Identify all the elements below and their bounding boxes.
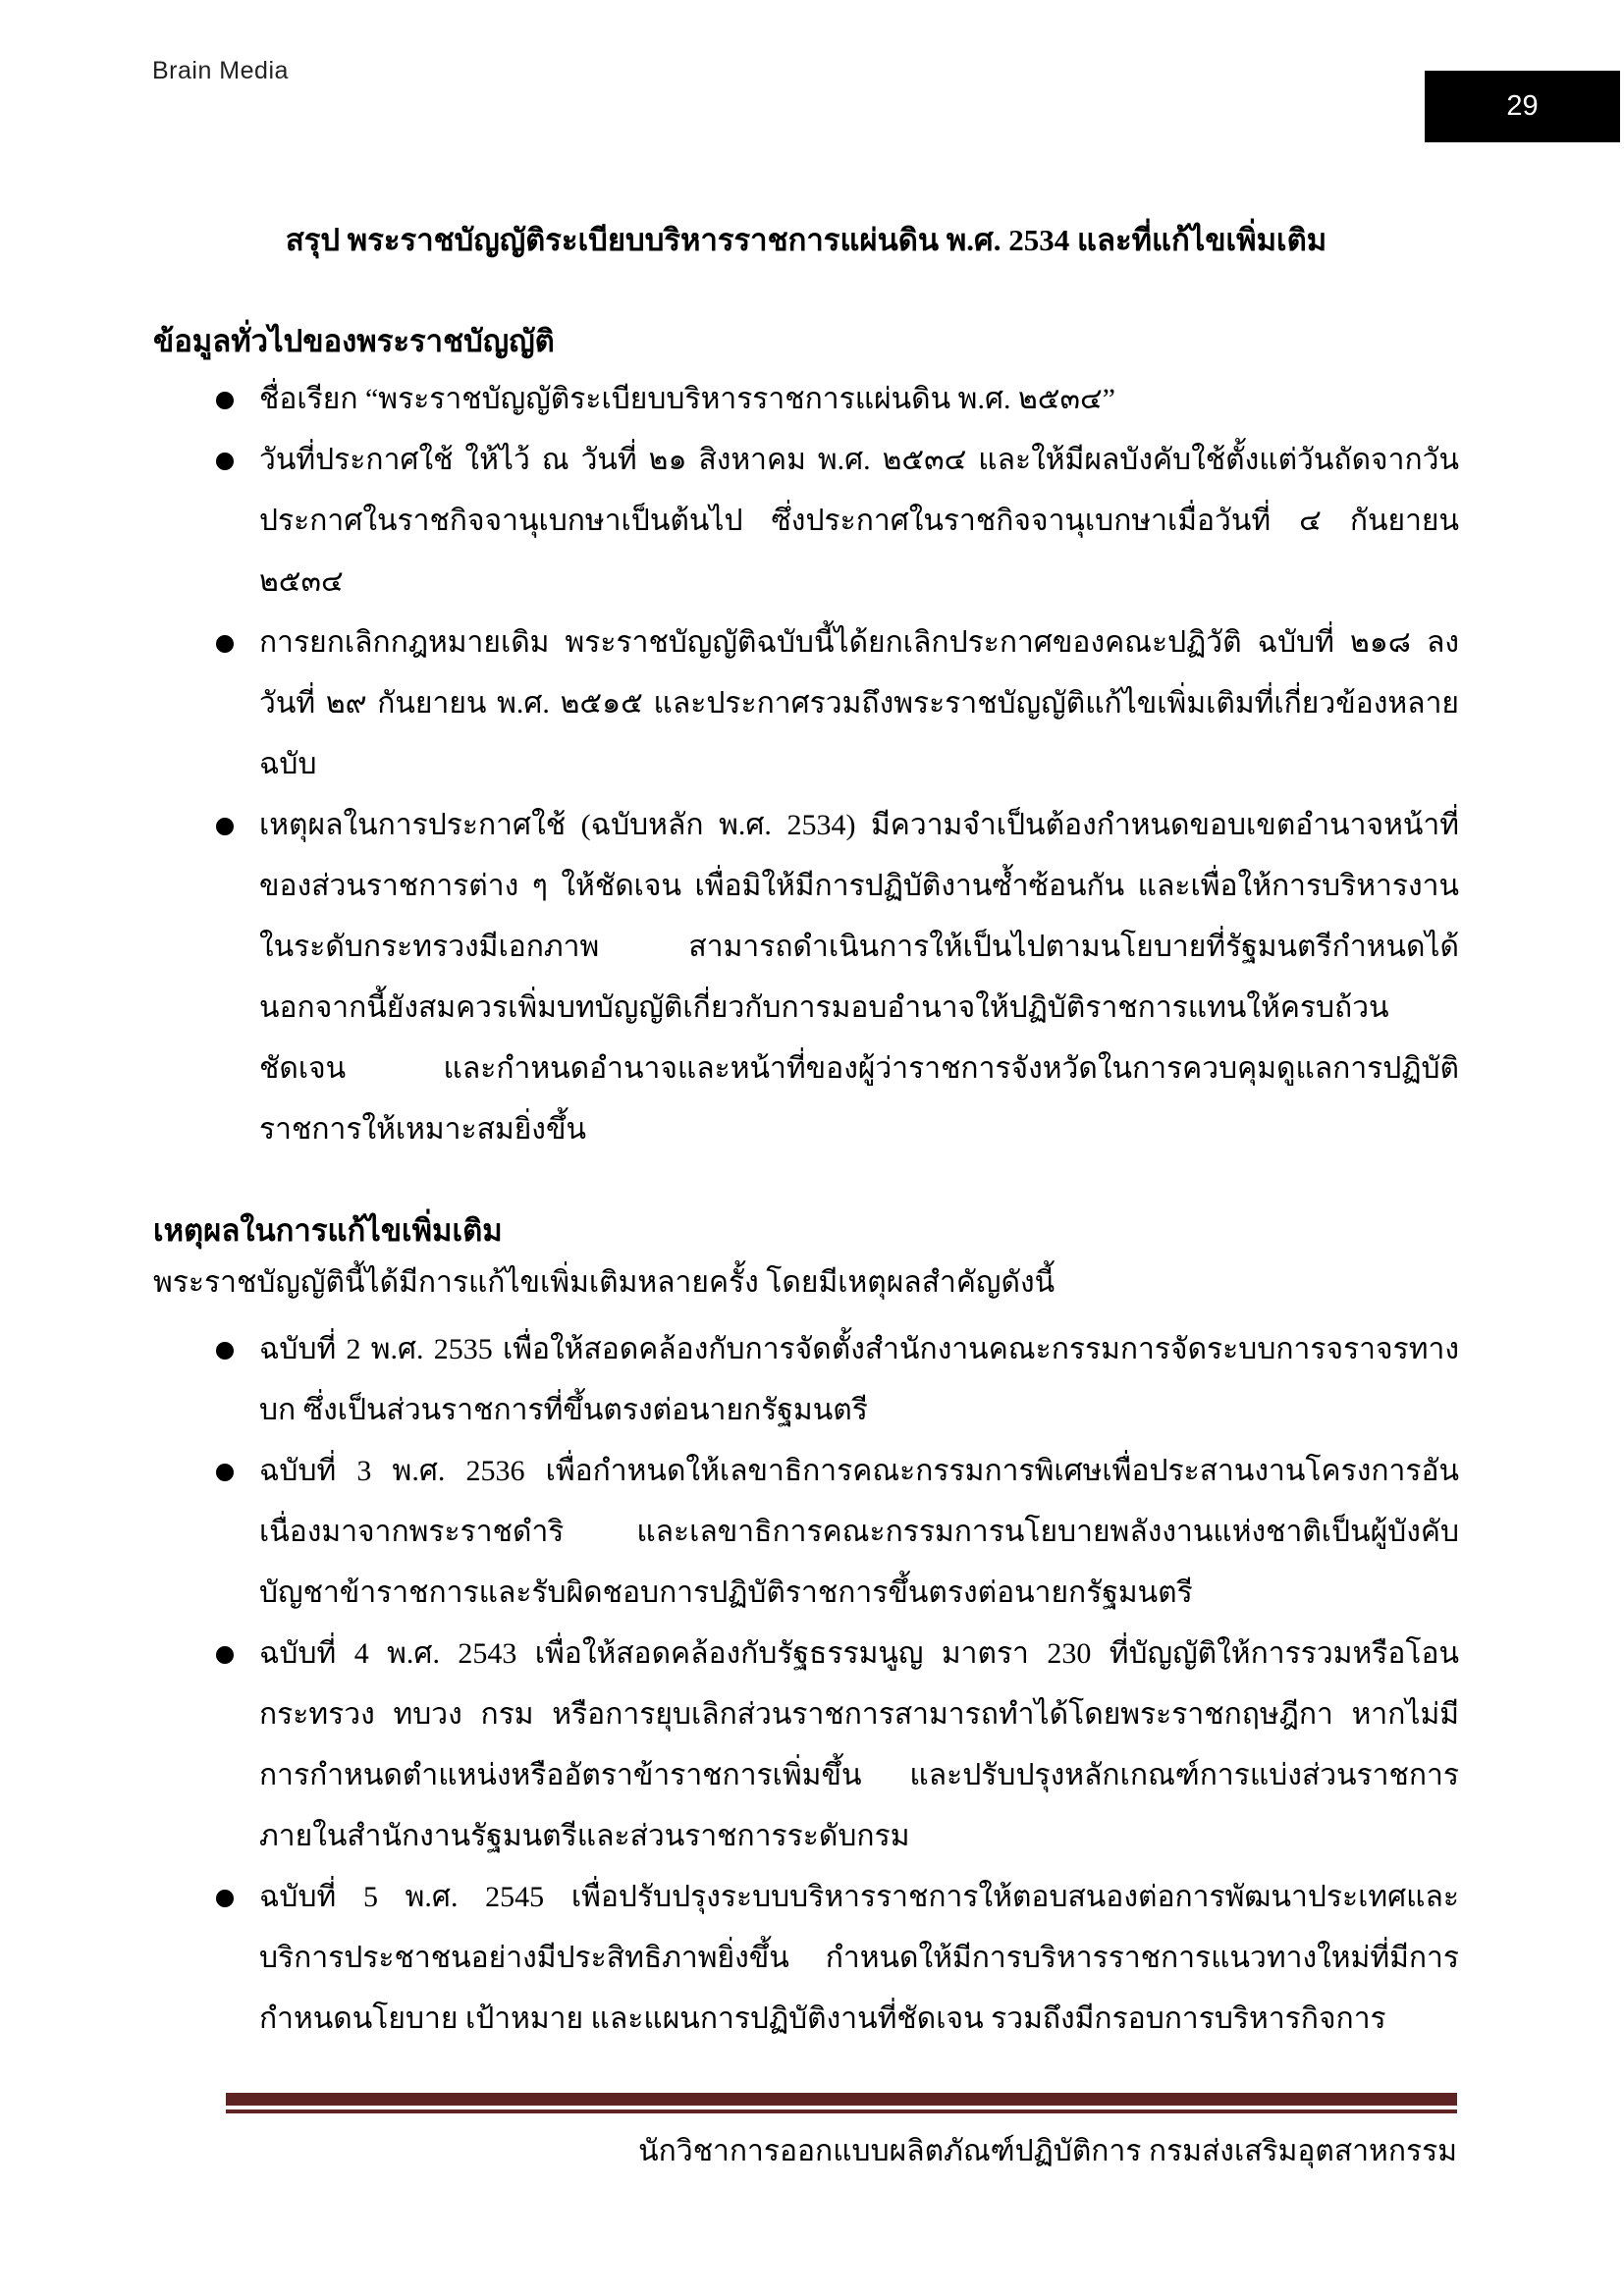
list-item: [153, 1441, 1459, 1624]
bullet-text: ชื่อเรียก “พระราชบัญญัติระเบียบบริหารราชการแผ่นดิน พ.ศ. ๒๕๓๔”: [259, 383, 1115, 415]
footer-divider: [226, 2093, 1457, 2113]
document-body: [153, 218, 1459, 2050]
list-item: [153, 1319, 1459, 1441]
bullet-text: วันที่ประกาศใช้ ให้ไว้ ณ วันที่ ๒๑ สิงหาคม พ.ศ. ๒๕๓๔ และให้มีผลบังคับใช้ตั้งแต่วันถัดจากวันประกาศในราชกิจจานุเบกษาเป็นต้นไป ซึ่งประกาศในราชกิจจานุเบกษาเมื่อวันที่ ๔ กันยายน ๒๕๓๔: [259, 444, 1459, 598]
bullet-text: การยกเลิกกฎหมายเดิม พระราชบัญญัติฉบับนี้ได้ยกเลิกประกาศของคณะปฏิวัติ ฉบับที่ ๒๑๘ ลงวันที่ ๒๙ กันยายน พ.ศ. ๒๕๑๕ และประกาศรวมถึงพระราชบัญญัติแก้ไขเพิ่มเติมที่เกี่ยวข้องหลายฉบับ: [259, 626, 1459, 780]
amendments-intro: พระราชบัญญัตินี้ได้มีการแก้ไขเพิ่มเติมหลายครั้ง โดยมีเหตุผลสำคัญดังนี้: [153, 1266, 1056, 1299]
bullet-icon: [216, 1646, 234, 1664]
bullet-icon: [216, 392, 234, 409]
section-heading-general-info: ข้อมูลทั่วไปของพระราชบัญญัติ: [153, 324, 555, 358]
bullet-icon: [216, 635, 234, 653]
bullet-text: ฉบับที่ 3 พ.ศ. 2536 เพื่อกำหนดให้เลขาธิการคณะกรรมการพิเศษเพื่อประสานงานโครงการอันเนื่องมาจากพระราชดำริ และเลขาธิการคณะกรรมการนโยบายพลังงานแห่งชาติเป็นผู้บังคับบัญชาข้าราชการและรับผิดชอบการปฏิบัติราชการขึ้นตรงต่อนายกรัฐมนตรี: [259, 1455, 1459, 1609]
brand-label: Brain Media: [152, 57, 289, 84]
bullet-text: เหตุผลในการประกาศใช้ (ฉบับหลัก พ.ศ. 2534) มีความจำเป็นต้องกำหนดขอบเขตอำนาจหน้าที่ของส่วนราชการต่าง ๆ ให้ชัดเจน เพื่อมิให้มีการปฏิบัติงานซ้ำซ้อนกัน และเพื่อให้การบริหารงานในระดับกระทรวงมีเอกภาพ สามารถดำเนินการให้เป็นไปตามนโยบายที่รัฐมนตรีกำหนดได้ นอกจากนี้ยังสมควรเพิ่มบทบัญญัติเกี่ยวกับการมอบอำนาจให้ปฏิบัติราชการแทนให้ครบถ้วนชัดเจน และกำหนดอำนาจและหน้าที่ของผู้ว่าราชการจังหวัดในการควบคุมดูแลการปฏิบัติราชการให้เหมาะสมยิ่งขึ้น: [259, 809, 1459, 1146]
amendments-list: [153, 1319, 1459, 2050]
page-number-box: [1425, 71, 1620, 142]
list-item: [153, 369, 1459, 430]
page-number: 29: [1506, 90, 1539, 122]
footer-text: นักวิชาการออกแบบผลิตภัณฑ์ปฏิบัติการ กรมส่งเสริมอุตสาหกรรม: [638, 2135, 1457, 2167]
list-item: [153, 430, 1459, 613]
list-item: [153, 1867, 1459, 2050]
bullet-text: ฉบับที่ 2 พ.ศ. 2535 เพื่อให้สอดคล้องกับการจัดตั้งสำนักงานคณะกรรมการจัดระบบการจราจรทางบก ซึ่งเป็นส่วนราชการที่ขึ้นตรงต่อนายกรัฐมนตรี: [259, 1333, 1459, 1426]
bullet-text: ฉบับที่ 4 พ.ศ. 2543 เพื่อให้สอดคล้องกับรัฐธรรมนูญ มาตรา 230 ที่บัญญัติให้การรวมหรือโอนกระทรวง ทบวง กรม หรือการยุบเลิกส่วนราชการสามารถทำได้โดยพระราชกฤษฎีกา หากไม่มีการกำหนดตำแหน่งหรืออัตราข้าราชการเพิ่มขึ้น และปรับปรุงหลักเกณฑ์การแบ่งส่วนราชการภายในสำนักงานรัฐมนตรีและส่วนราชการระดับกรม: [259, 1637, 1459, 1852]
list-item: [153, 795, 1459, 1160]
document-title: สรุป พระราชบัญญัติระเบียบบริหารราชการแผ่นดิน พ.ศ. 2534 และที่แก้ไขเพิ่มเติม: [285, 223, 1327, 257]
bullet-icon: [216, 453, 234, 470]
bullet-text: ฉบับที่ 5 พ.ศ. 2545 เพื่อปรับปรุงระบบบริหารราชการให้ตอบสนองต่อการพัฒนาประเทศและบริการประชาชนอย่างมีประสิทธิภาพยิ่งขึ้น กำหนดให้มีการบริหารราชการแนวทางใหม่ที่มีการกำหนดนโยบาย เป้าหมาย และแผนการปฏิบัติงานที่ชัดเจน รวมถึงมีกรอบการบริหารกิจการ: [259, 1881, 1459, 2035]
list-item: [153, 1624, 1459, 1867]
section-heading-amendments: เหตุผลในการแก้ไขเพิ่มเติม: [153, 1213, 503, 1248]
bullet-icon: [216, 1890, 234, 1907]
general-info-list: [153, 369, 1459, 1160]
bullet-icon: [216, 1342, 234, 1360]
bullet-icon: [216, 1464, 234, 1481]
list-item: [153, 613, 1459, 795]
bullet-icon: [216, 818, 234, 835]
